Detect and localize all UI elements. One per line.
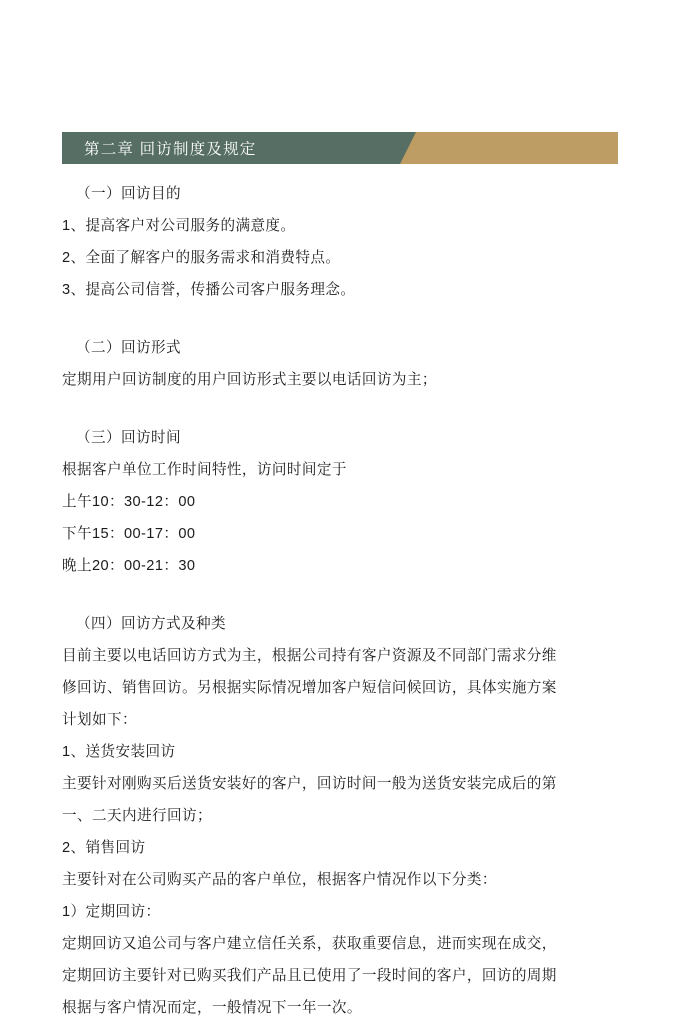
section-line: 2、销售回访	[62, 840, 146, 856]
section-line: 根据与客户情况而定，一般情况下一年一次。	[62, 1000, 362, 1016]
chapter-banner-left-band	[62, 132, 400, 164]
section-line: 晚上20：00-21：30	[62, 558, 196, 574]
section-line: 根据客户单位工作时间特性，访问时间定于	[62, 462, 347, 478]
section-line: 修回访、销售回访。另根据实际情况增加客户短信问候回访，具体实施方案	[62, 680, 557, 696]
section-heading: （四）回访方式及种类	[76, 616, 226, 632]
document-body	[62, 178, 618, 1024]
section-line: 1、提高客户对公司服务的满意度。	[62, 218, 296, 234]
section-line: 1）定期回访：	[62, 904, 161, 920]
section-line: 目前主要以电话回访方式为主，根据公司持有客户资源及不同部门需求分维	[62, 648, 557, 664]
section-line: 2、全面了解客户的服务需求和消费特点。	[62, 250, 341, 266]
section-line: 上午10：30-12：00	[62, 494, 196, 510]
section-heading: （一）回访目的	[76, 186, 181, 202]
chapter-title: 第二章 回访制度及规定	[84, 141, 257, 158]
section-line: 定期回访主要针对已购买我们产品且已使用了一段时间的客户，回访的周期	[62, 968, 557, 984]
chapter-banner-right-band	[400, 132, 618, 164]
chapter-banner	[62, 132, 618, 164]
section-line: 1、送货安装回访	[62, 744, 176, 760]
section-line: 计划如下：	[62, 712, 137, 728]
section-purpose	[62, 178, 618, 306]
section-time	[62, 422, 618, 582]
section-spacer	[62, 396, 618, 422]
section-line: 3、提高公司信誉，传播公司客户服务理念。	[62, 282, 356, 298]
section-line: 定期回访又追公司与客户建立信任关系，获取重要信息，进而实现在成交，	[62, 936, 557, 952]
section-methods	[62, 608, 618, 1024]
section-form	[62, 332, 618, 396]
section-line: 主要针对在公司购买产品的客户单位，根据客户情况作以下分类：	[62, 872, 497, 888]
section-heading: （三）回访时间	[76, 430, 181, 446]
section-line: 定期用户回访制度的用户回访形式主要以电话回访为主；	[62, 372, 437, 388]
section-line: 一、二天内进行回访；	[62, 808, 212, 824]
section-spacer	[62, 306, 618, 332]
section-spacer	[62, 582, 618, 608]
section-line: 主要针对刚购买后送货安装好的客户，回访时间一般为送货安装完成后的第	[62, 776, 557, 792]
section-line: 下午15：00-17：00	[62, 526, 196, 542]
section-heading: （二）回访形式	[76, 340, 181, 356]
